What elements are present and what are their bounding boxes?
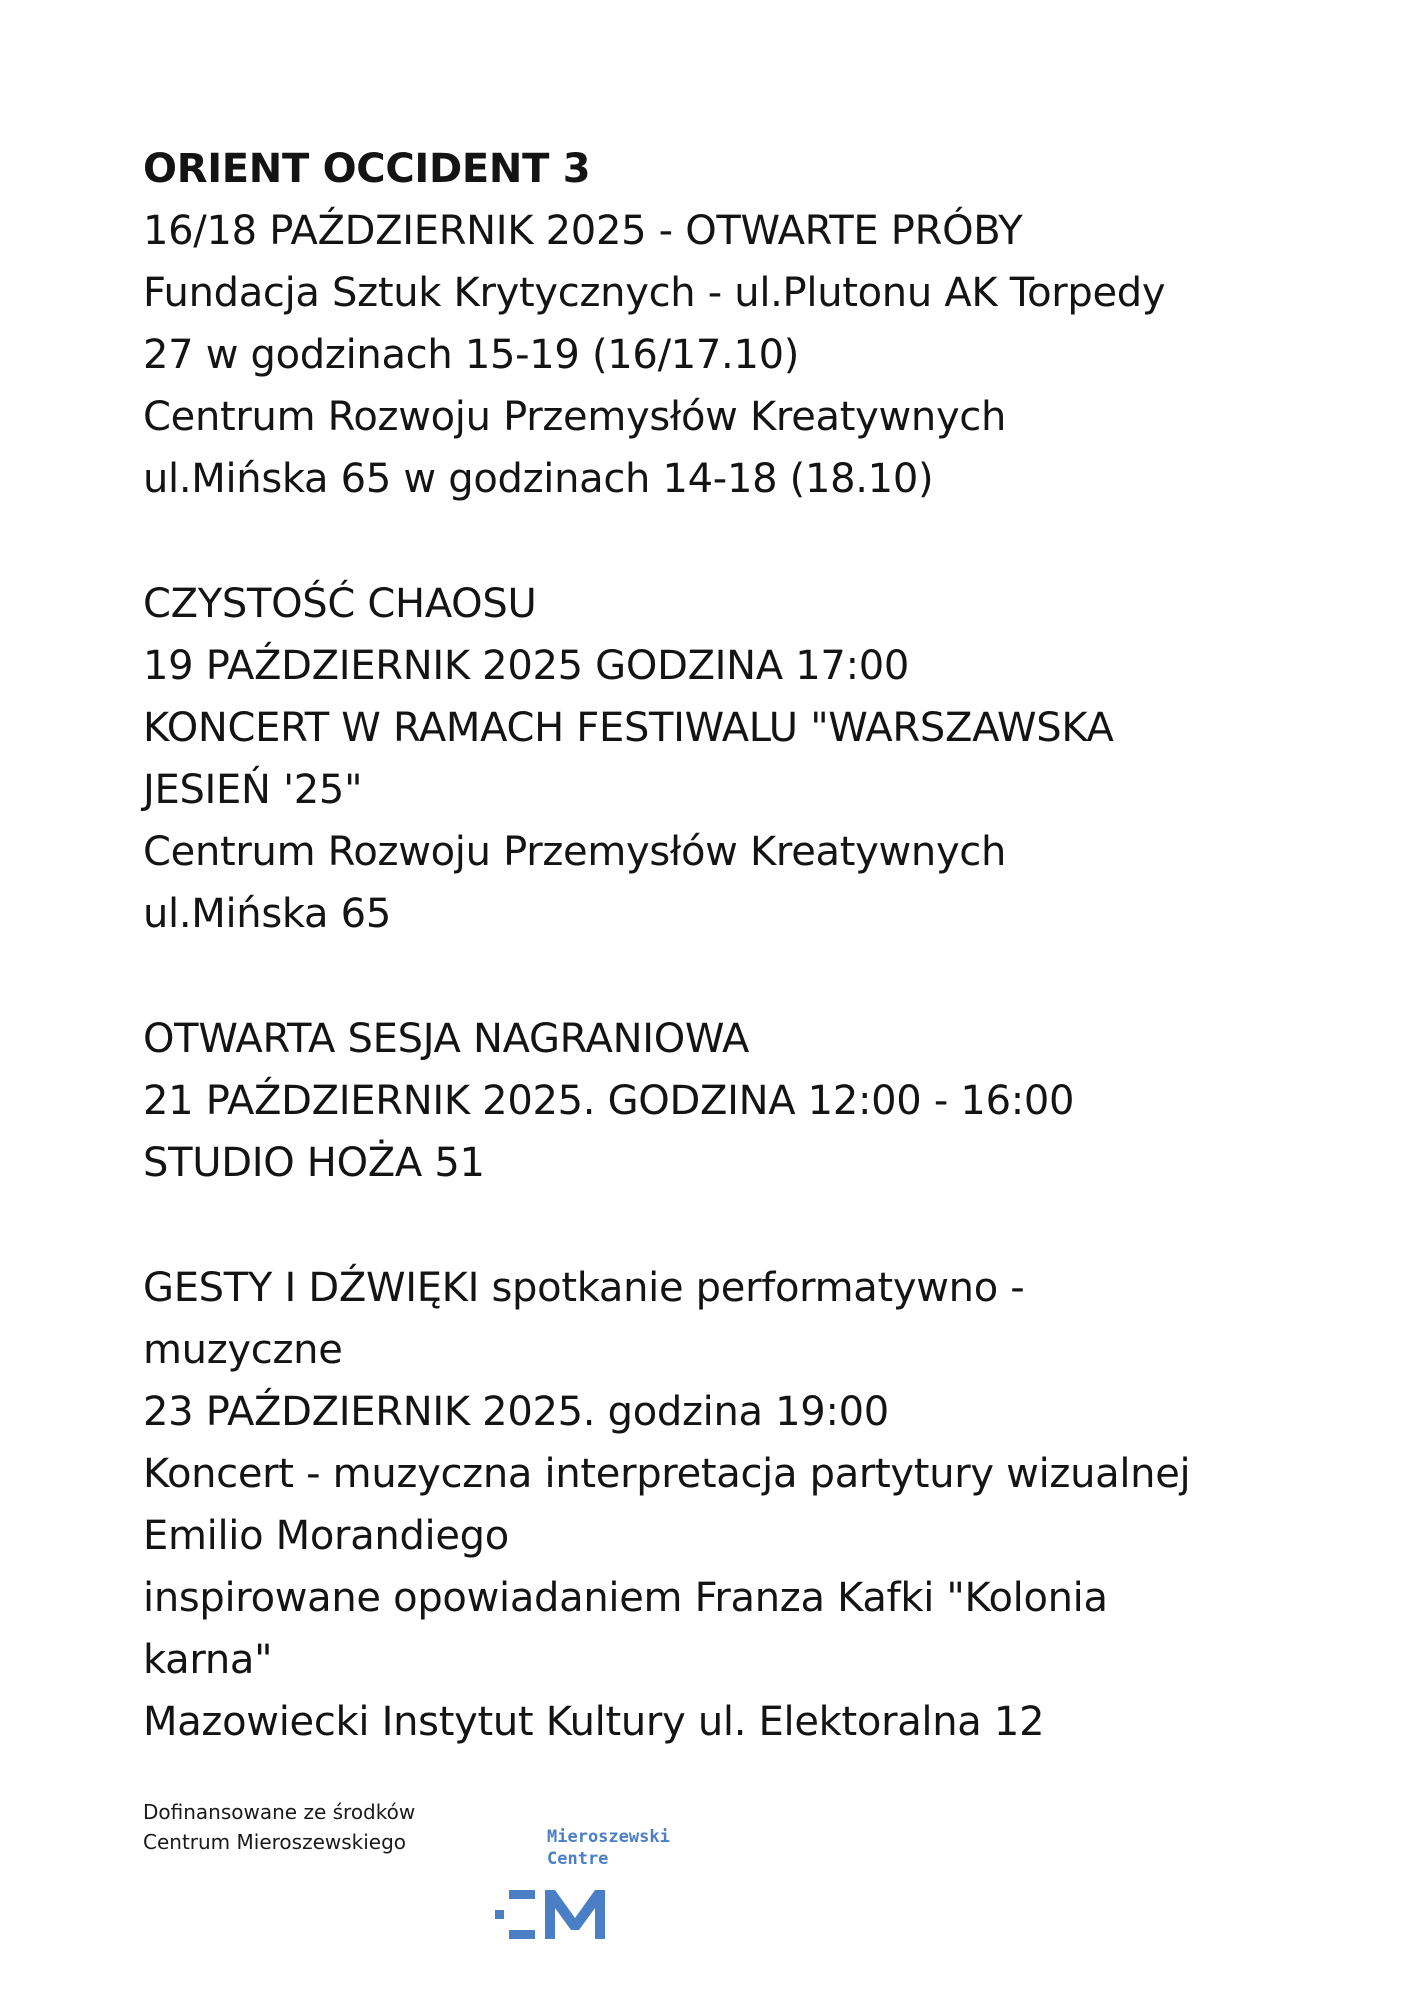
event-program: [143, 138, 1283, 1753]
mieroszewski-centre-logo: [495, 1826, 675, 1956]
event-venue-line: Centrum Rozwoju Przemysłów Kreatywnych: [143, 829, 1007, 875]
event-date: 21 PAŹDZIERNIK 2025. GODZINA 12:00 - 16:00: [143, 1078, 1075, 1124]
event-description-line: karna": [143, 1637, 273, 1683]
event-title: ORIENT OCCIDENT 3: [143, 146, 591, 192]
event-date: 16/18 PAŹDZIERNIK 2025 - OTWARTE PRÓBY: [143, 208, 1023, 254]
event-title: CZYSTOŚĆ CHAOSU: [143, 581, 537, 627]
event-gesty-i-dzwieki: [143, 1257, 1283, 1753]
event-venue-line: STUDIO HOŻA 51: [143, 1140, 485, 1186]
event-description-line: Koncert - muzyczna interpretacja partytury wizualnej: [143, 1451, 1191, 1497]
funding-note: [143, 1797, 415, 1857]
event-date: 19 PAŹDZIERNIK 2025 GODZINA 17:00: [143, 643, 910, 689]
section-spacer: [143, 945, 1283, 1008]
cm-logo-icon: [495, 1886, 607, 1944]
funding-note-line: Centrum Mieroszewskiego: [143, 1830, 407, 1854]
event-date: 23 PAŹDZIERNIK 2025. godzina 19:00: [143, 1389, 889, 1435]
event-orient-occident: [143, 138, 1283, 510]
section-spacer: [143, 1194, 1283, 1257]
event-czystosc-chaosu: [143, 573, 1283, 945]
event-sesja-nagraniowa: [143, 1008, 1283, 1194]
section-spacer: [143, 510, 1283, 573]
event-venue-line: ul.Mińska 65: [143, 891, 391, 937]
logo-wordmark-line: Centre: [547, 1849, 609, 1869]
event-description-line: KONCERT W RAMACH FESTIWALU "WARSZAWSKA: [143, 705, 1114, 751]
event-description-line: Emilio Morandiego: [143, 1513, 509, 1559]
event-title: muzyczne: [143, 1327, 343, 1373]
event-title: OTWARTA SESJA NAGRANIOWA: [143, 1016, 750, 1062]
event-venue-line: ul.Mińska 65 w godzinach 14-18 (18.10): [143, 456, 934, 502]
event-description-line: inspirowane opowiadaniem Franza Kafki "Kolonia: [143, 1575, 1108, 1621]
funding-note-line: Dofinansowane ze środków: [143, 1800, 416, 1824]
event-venue-line: Fundacja Sztuk Krytycznych - ul.Plutonu AK Torpedy: [143, 270, 1166, 316]
logo-wordmark-line: Mieroszewski: [547, 1827, 670, 1847]
logo-wordmark: [547, 1826, 670, 1870]
event-venue-line: Centrum Rozwoju Przemysłów Kreatywnych: [143, 394, 1007, 440]
event-description-line: JESIEŃ '25": [143, 767, 363, 813]
event-venue-line: 27 w godzinach 15-19 (16/17.10): [143, 332, 800, 378]
event-venue-line: Mazowiecki Instytut Kultury ul. Elektoralna 12: [143, 1699, 1045, 1745]
event-title: GESTY I DŹWIĘKI spotkanie performatywno -: [143, 1265, 1025, 1311]
